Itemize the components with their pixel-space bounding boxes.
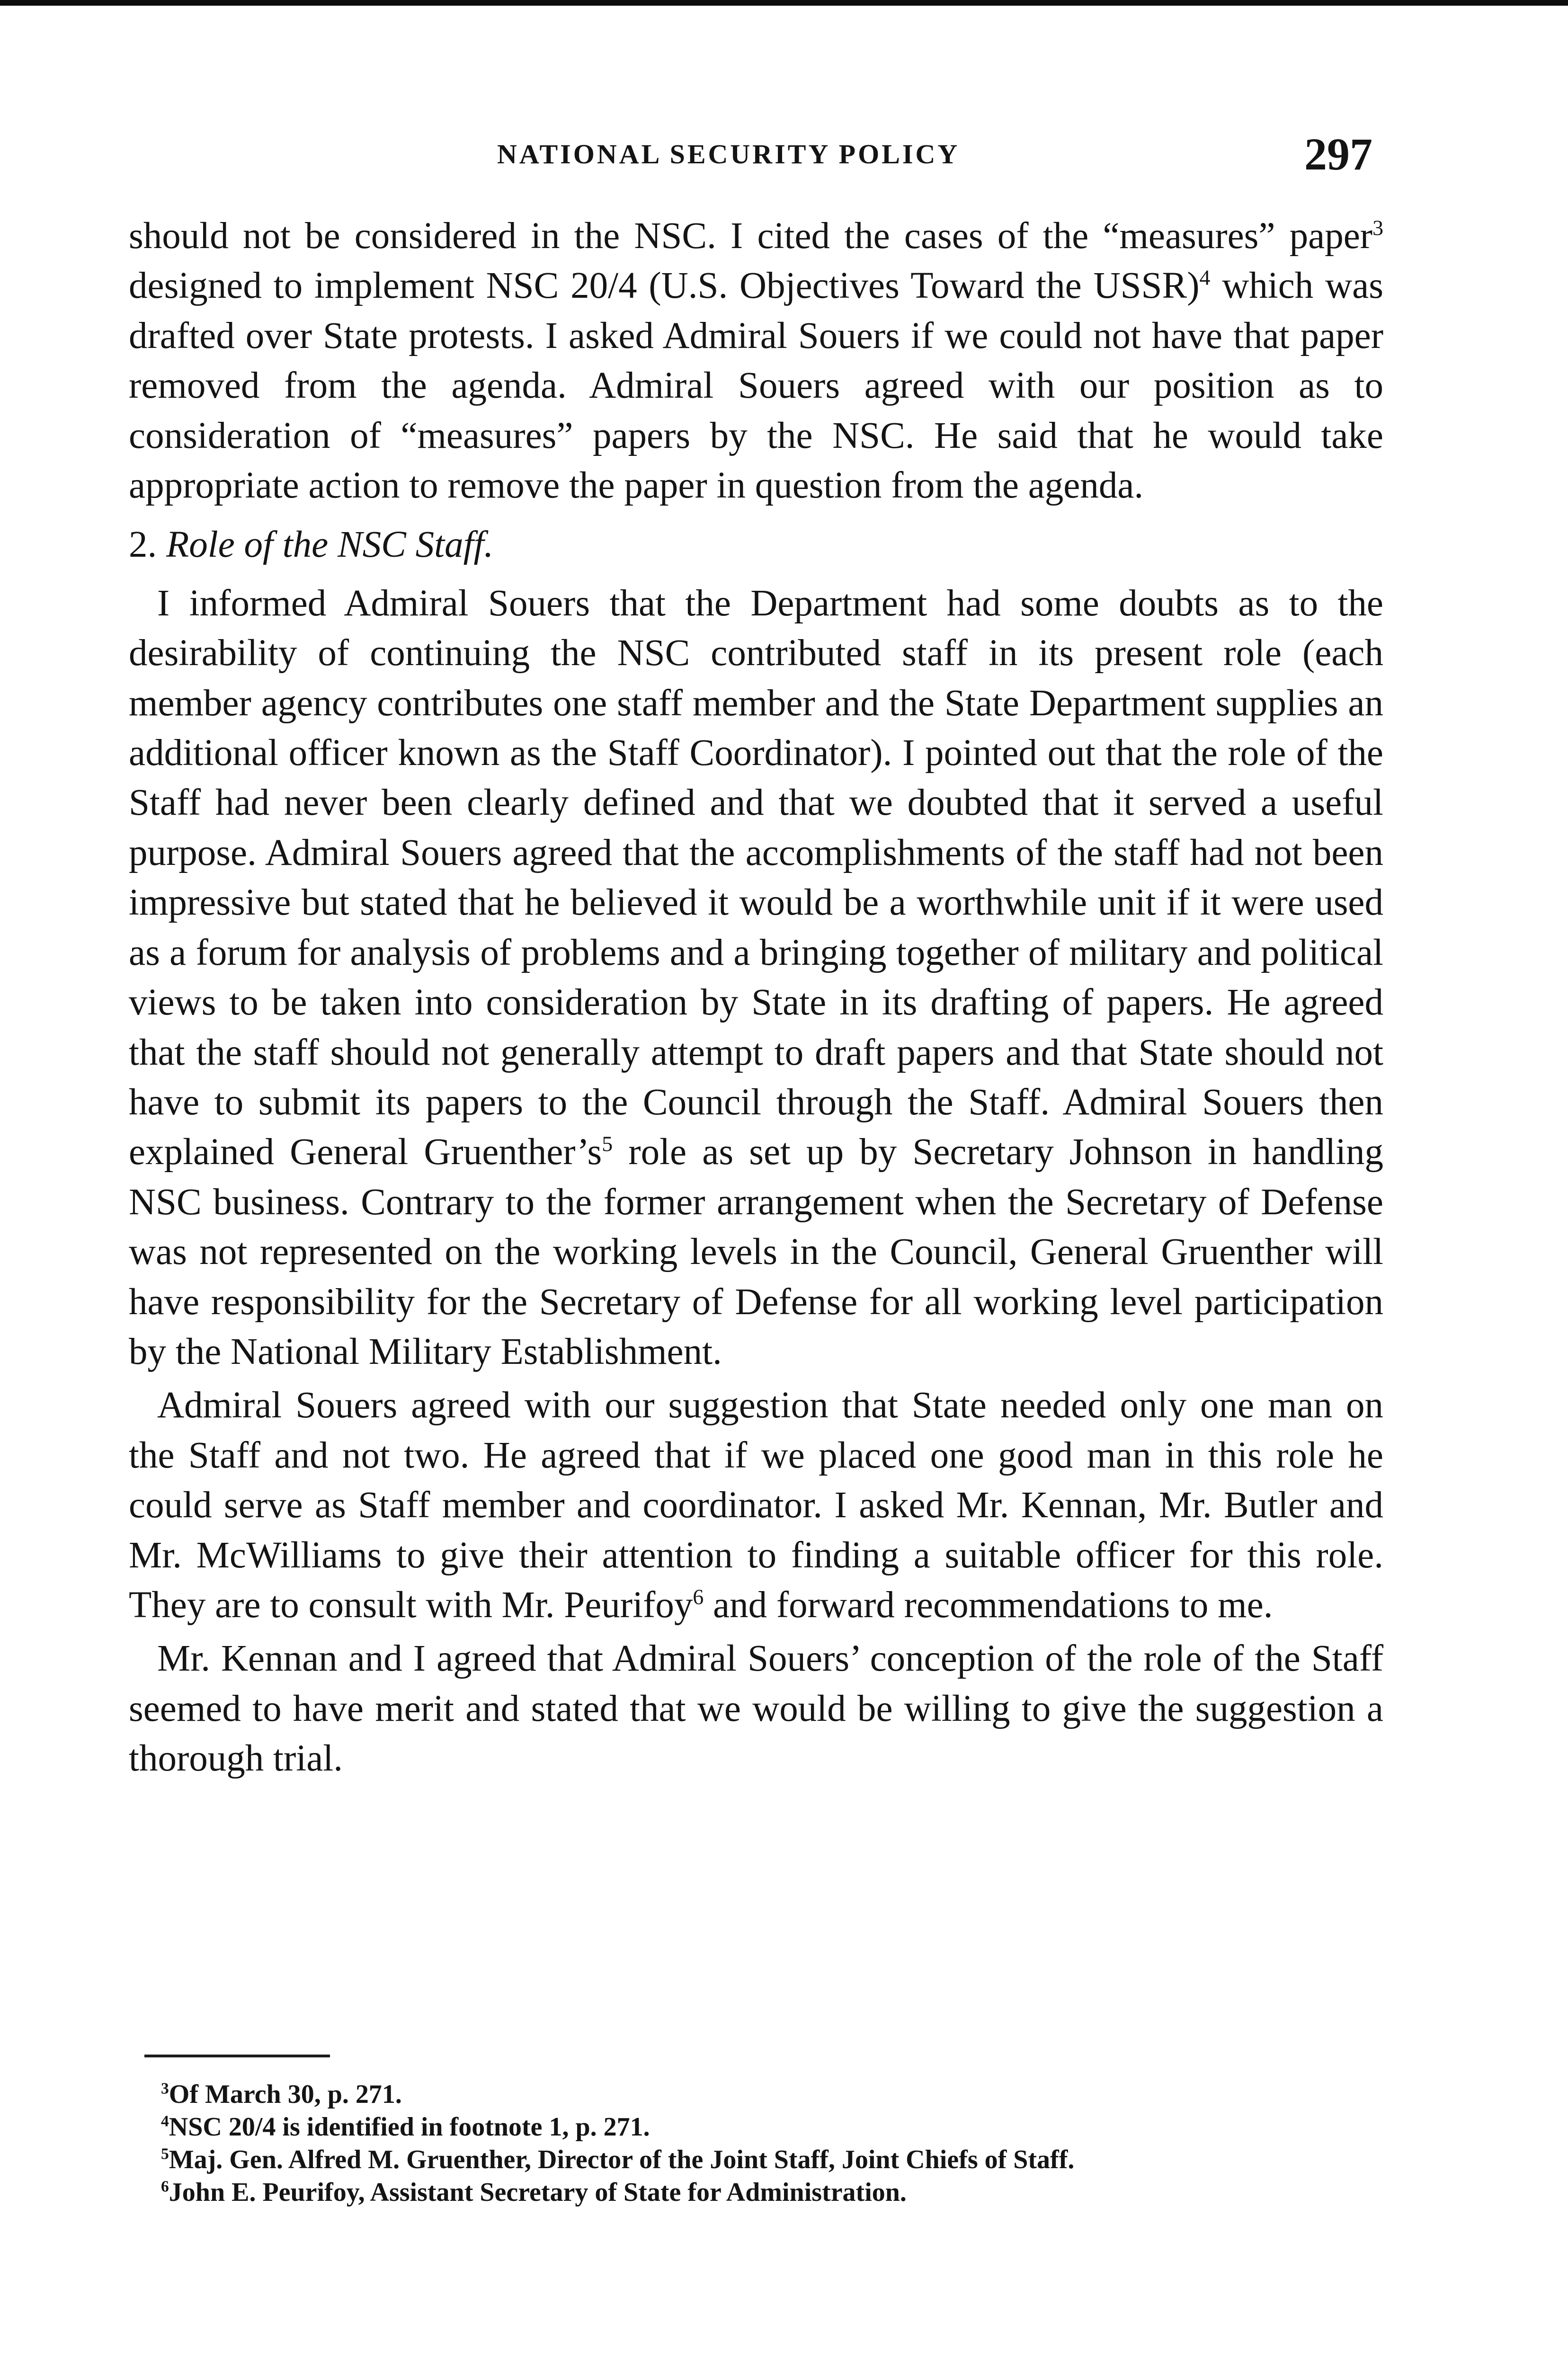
section-number: 2. <box>129 524 157 566</box>
footnote-3: $^3$Of March 30, p. 271. <box>161 2080 402 2109</box>
footnote-divider <box>144 2055 330 2057</box>
footnote-5: $^5$Maj. Gen. Alfred M. Gruenther, Director of the Joint Staff, Joint Chiefs of Staff. <box>161 2145 1075 2174</box>
footnotes <box>142 2078 1382 2209</box>
paragraph-measures-papers: should not be considered in the NSC. I cited the cases of the “measures” paper$^3$ designed to implement NSC 20/4 (U.S. Objectives Toward the USSR)$^4$ which was drafted over State protests. I asked Admiral Souers if we could not have that paper removed from the agenda. Admiral Souers agreed with our position as to consideration of “measures” papers by the NSC. He said that he would take appropriate action to remove the paper in question from the agenda. <box>129 215 1383 507</box>
section-title: Role of the NSC Staff. <box>166 524 494 566</box>
footnote-4: $^4$NSC 20/4 is identified in footnote 1, p. 271. <box>161 2112 650 2142</box>
page-number: 297 <box>1304 129 1372 179</box>
paragraph-staff-role: I informed Admiral Souers that the Department had some doubts as to the desirability of continuing the NSC contributed staff in its present role (each member agency contributes one staff member and the State Department supplies an additional officer known as the Staff Coordinator). I pointed out that the role of the Staff had never been clearly defined and that we doubted that it served a useful purpose. Admiral Souers agreed that the accomplishments of the staff had not been impressive but stated that he believed it would be a worthwhile unit if it were used as a forum for analysis of problems and a bringing together of military and political views to be taken into consideration by State in its drafting of papers. He agreed that the staff should not generally attempt to draft papers and that State should not have to submit its papers to the Council through the Staff. Admiral Souers then explained General $Gruenther’s^5$ role as set up by Secretary Johnson in handling NSC business. Contrary to the former arrangement when the Secretary of Defense was not represented on the working levels in the Council, General Gruenther will have responsibility for the Secretary of Defense for all working level participation by the National Military Establishment. <box>129 582 1383 1372</box>
footnote-ref-6: 6 <box>693 1584 704 1609</box>
footnote-6: $^6$John E. Peurifoy, Assistant Secretary of State for Administration. <box>161 2178 907 2207</box>
footnote-ref-4: 4 <box>1199 266 1211 290</box>
top-border-rule <box>0 0 1568 6</box>
paragraph-one-man-staff: Admiral Souers agreed with our suggestion that State needed only one man on the Staff and not two. He agreed that if we placed one good man in this role he could serve as Staff member and coordinator. I asked Mr. Kennan, Mr. Butler and Mr. McWilliams to give their attention to finding a suitable officer for this role. They are to consult with Mr. Peurifoy$^6$ and forward recommendations to me. <box>129 1385 1383 1626</box>
section-heading <box>129 520 1383 570</box>
body-text <box>129 211 1383 1784</box>
paragraph-conception: Mr. Kennan and I agreed that Admiral Souers’ conception of the role of the Staff seemed to have merit and stated that we would be willing to give the suggestion a thorough trial. <box>129 1638 1383 1780</box>
running-head: NATIONAL SECURITY POLICY <box>497 139 960 169</box>
footnote-ref-3: 3 <box>1372 215 1383 240</box>
footnote-ref-5: 5 <box>602 1131 613 1156</box>
